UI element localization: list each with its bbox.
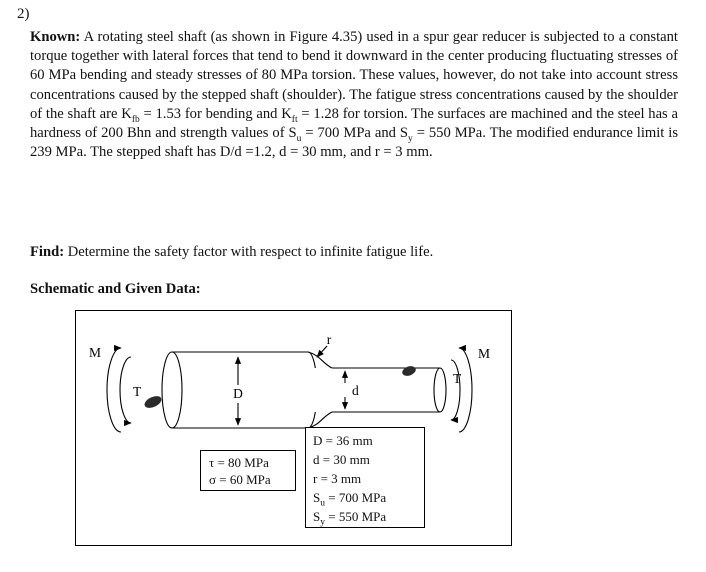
known-label: Known: [30, 29, 81, 45]
stress-values-box [200, 450, 296, 491]
find-paragraph [30, 243, 678, 262]
box-line: $S_u = 700$ MPa [313, 490, 387, 509]
left-end-face [162, 352, 182, 428]
label-fillet-radius: r [326, 332, 332, 347]
shaft-schematic [76, 311, 511, 545]
known-paragraph [30, 28, 678, 162]
moment-arrow-left [107, 348, 121, 432]
right-end-face [434, 368, 446, 412]
problem-number: 2) [17, 6, 30, 22]
label-moment-right: M [478, 346, 491, 361]
label-torque-right: T [453, 371, 462, 386]
known-text: A rotating steel shaft (as shown in Figure 4.35) used in a spur gear reducer is subjected to a constant torque together with lateral forces that tend to bend it downward in the center producing fluctuating stresses of 60 MPa bending and steady stresses of 80 MPa torsion. These values, however, do not take into account stress concentrations caused by the stepped shaft (shoulder). The fatigue stress concentrations caused by the shoulder of the shaft are $K_{fb} = 1.53$ for bending and $K_{ft} = 1.28$ for torsion. The surfaces are machined and the steel has a hardness of 200 Bhn and strength values of $S_u = 700$ MPa and $S_y = 550$ MPa. The modified endurance limit is 239 MPa. The stepped shaft has D/d =1.2, d = 30 mm, and r = 3 mm. [30, 29, 679, 161]
find-label: Find: [30, 244, 65, 260]
box-line: D = 36 mm [313, 433, 373, 448]
box-line: $S_y = 550$ MPa [313, 509, 387, 528]
fillet-leader-r [317, 346, 327, 357]
schematic-figure [75, 310, 512, 546]
find-text: Determine the safety factor with respect to infinite fatigue life. [64, 244, 434, 260]
label-moment-left: M [89, 345, 102, 360]
schematic-heading: Schematic and Given Data: [30, 281, 201, 297]
small-cylinder-body [308, 368, 440, 412]
moment-arrow-right [459, 348, 472, 432]
box-line: σ = 60 MPa [209, 472, 271, 487]
label-torque-left: T [133, 384, 142, 399]
torque-arrow-right [451, 360, 460, 420]
torque-arrow-left [120, 357, 131, 423]
label-diameter-large: D [233, 386, 243, 401]
box-line: r = 3 mm [313, 471, 362, 486]
box-line: d = 30 mm [313, 452, 370, 467]
given-data-box [305, 427, 425, 528]
shading-ellipse-left [143, 394, 164, 411]
box-line: τ = 80 MPa [209, 455, 269, 470]
label-diameter-small: d [352, 383, 359, 398]
